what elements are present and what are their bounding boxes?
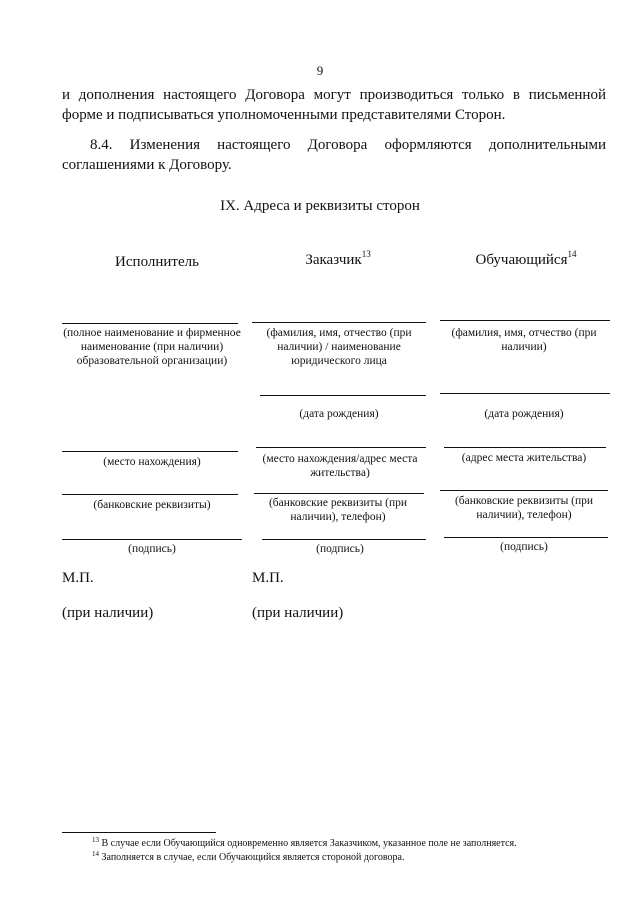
- student-address-caption: (адрес места жительства): [461, 452, 587, 464]
- customer-name-line: [252, 322, 426, 323]
- customer-bank-line: [254, 493, 424, 494]
- executor-stamp-label: М.П.: [62, 570, 94, 586]
- customer-heading: [248, 249, 428, 269]
- executor-name-caption: (полное наименование и фирменное наименование (при наличии) образовательной организации): [63, 327, 241, 367]
- student-bank-caption: (банковские реквизиты (при наличии), телефон): [454, 495, 594, 521]
- footnote-13: [92, 838, 517, 850]
- paragraph-line-1: и дополнения настоящего Договора могут производиться только в письменной: [62, 87, 606, 103]
- customer-stamp-label: М.П.: [252, 570, 284, 586]
- page-number: 9: [316, 63, 324, 78]
- student-address-line: [444, 447, 606, 448]
- student-title: Обучающийся: [475, 252, 568, 268]
- student-bank-line: [440, 490, 608, 491]
- paragraph-line-2: форме и подписываться уполномоченными представителями Сторон.: [62, 107, 506, 123]
- executor-signature-line: [62, 539, 242, 540]
- customer-bank-caption: (банковские реквизиты (при наличии), телефон): [268, 497, 408, 523]
- executor-bank-line: [62, 494, 238, 495]
- customer-stamp-note: (при наличии): [252, 605, 344, 621]
- customer-location-line: [256, 447, 426, 448]
- customer-signature-caption: (подпись): [316, 543, 364, 555]
- executor-stamp-note: (при наличии): [62, 605, 154, 621]
- executor-heading: [62, 254, 252, 271]
- customer-title: Заказчик: [305, 252, 362, 268]
- student-signature-caption: (подпись): [500, 541, 548, 553]
- customer-location-caption: (место нахождения/адрес места жительства): [262, 453, 418, 479]
- clause-8-4-line-2: соглашениями к Договору.: [62, 157, 232, 173]
- executor-name-line: [62, 323, 238, 324]
- student-signature-line: [444, 537, 608, 538]
- footnote-14-text: Заполняется в случае, если Обучающийся является стороной договора.: [101, 852, 405, 863]
- executor-location-line: [62, 451, 238, 452]
- customer-signature-line: [262, 539, 426, 540]
- footnote-separator: [62, 832, 216, 833]
- section-title: IX. Адреса и реквизиты сторон: [220, 198, 420, 214]
- footnote-14: [92, 852, 404, 864]
- executor-title: Исполнитель: [115, 254, 199, 270]
- footnote-13-text: В случае если Обучающийся одновременно является Заказчиком, указанное поле не заполняется.: [101, 838, 517, 849]
- customer-birth-caption: (дата рождения): [299, 408, 379, 420]
- footnote-14-ref: 14: [92, 850, 99, 858]
- student-heading: [438, 249, 614, 269]
- clause-8-4-line-1: 8.4. Изменения настоящего Договора оформляются дополнительными: [90, 137, 606, 153]
- executor-location-caption: (место нахождения): [103, 456, 201, 468]
- student-birth-line: [440, 393, 610, 394]
- customer-name-caption: (фамилия, имя, отчество (при наличии) / наименование юридического лица: [266, 327, 412, 367]
- student-name-caption: (фамилия, имя, отчество (при наличии): [451, 327, 597, 353]
- customer-footnote-ref: 13: [361, 249, 371, 259]
- customer-birth-line: [260, 395, 426, 396]
- executor-signature-caption: (подпись): [128, 543, 176, 555]
- student-birth-caption: (дата рождения): [484, 408, 564, 420]
- executor-bank-caption: (банковские реквизиты): [93, 499, 211, 511]
- student-name-line: [440, 320, 610, 321]
- footnote-13-ref: 13: [92, 836, 99, 844]
- student-footnote-ref: 14: [567, 249, 577, 259]
